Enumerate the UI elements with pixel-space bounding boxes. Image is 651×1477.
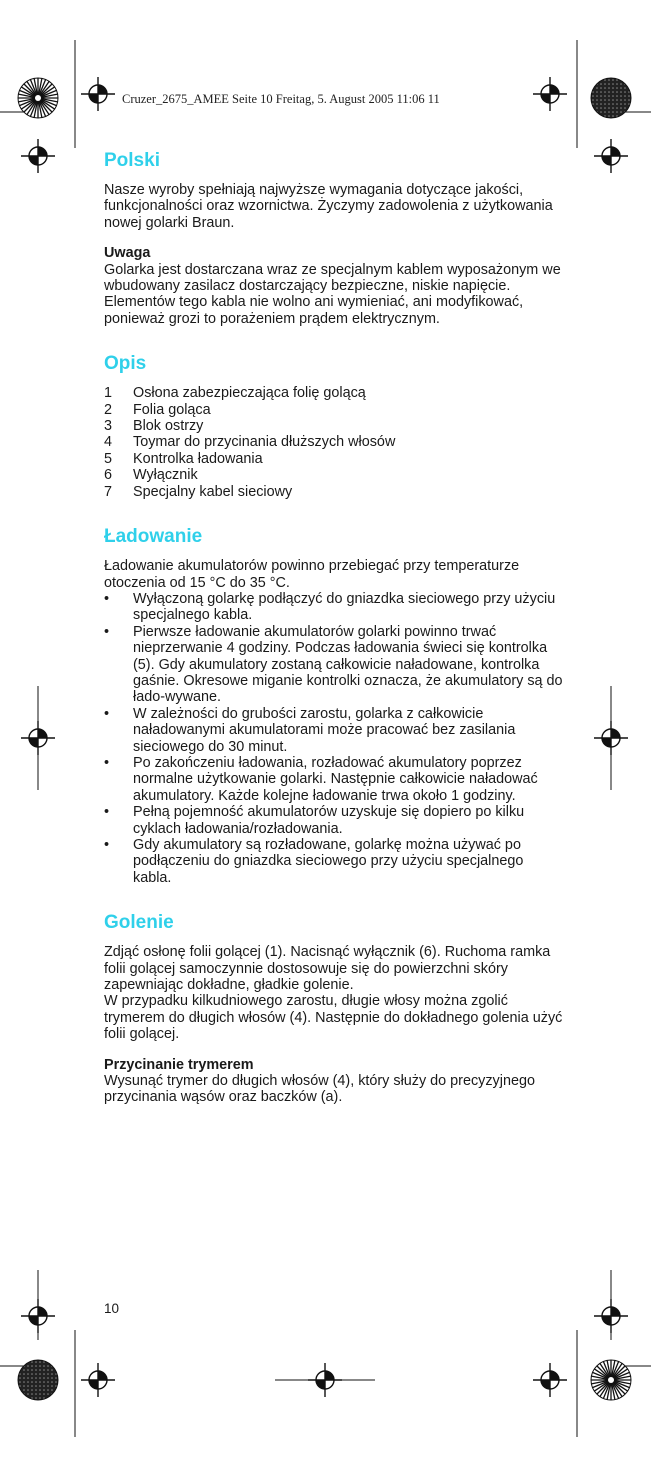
golenie-para-1: Zdjąć osłonę folii golącej (1). Nacisnąć wyłącznik (6). Ruchoma ramka folii golącej samoczynnie dostosowuje się do powierzchni skóry zapewniając dokładne, gładkie golenie. bbox=[104, 944, 551, 994]
list-item: 6 Wyłącznik bbox=[104, 467, 198, 484]
list-item: • Po zakończeniu ładowania, rozładować akumulatory poprzez normalne użytkowanie golarki. Następnie całkowicie naładować akumulatory. Każde kolejne ładowanie trwa około 1 godziny. bbox=[104, 754, 538, 804]
list-item: 7 Specjalny kabel sieciowy bbox=[104, 483, 293, 500]
list-item: • Pierwsze ładowanie akumulatorów golarki powinno trwać nieprzerwanie 4 godziny. Podczas ładowania świeci się kontrolka (5). Gdy akumulatory zostaną całkowicie naładowane, kontrolka gaśnie. Okresowe miganie kontrolki oznacza, że akumulatory są do łado-wywane. bbox=[104, 623, 563, 706]
trimmer-heading: Przycinanie trymerem bbox=[104, 1056, 254, 1073]
list-item: • W zależności do grubości zarostu, golarka z całkowicie naładowanymi akumulatorami może pracować bez zasilania sieciowego do 30 minut. bbox=[104, 705, 516, 755]
parts-list bbox=[104, 385, 564, 500]
note-text: Golarka jest dostarczana wraz ze specjalnym kablem wyposażonym we wbudowany zasilacz dostarczający bezpieczne, niskie napięcie. Elementów tego kabla nie wolno ani wymieniać, ani modyfikować, ponieważ grozi to porażeniem prądem elektrycznym. bbox=[104, 261, 561, 327]
list-item: 3 Blok ostrzy bbox=[104, 418, 204, 435]
list-item: 5 Kontrolka ładowania bbox=[104, 450, 263, 467]
section-title-ladowanie: Ładowanie bbox=[104, 526, 203, 548]
golenie-para-2: W przypadku kilkudniowego zarostu, długie włosy można zgolić trymerem do długich włosów (4). Następnie do dokładnego golenia użyć folii golącej. bbox=[104, 993, 563, 1043]
section-title-polski: Polski bbox=[104, 150, 160, 171]
note-heading: Uwaga bbox=[104, 245, 151, 262]
list-item: 1 Osłona zabezpieczająca folię golącą bbox=[104, 385, 366, 402]
trimmer-text: Wysunąć trymer do długich włosów (4), który służy do precyzyjnego przycinania wąsów oraz baczków (a). bbox=[104, 1073, 535, 1106]
polski-intro: Nasze wyroby spełniają najwyższe wymagania dotyczące jakości, funkcjonalności oraz wzornictwa. Życzymy zadowolenia z użytkowania nowej golarki Braun. bbox=[104, 182, 553, 231]
page-number: 10 bbox=[104, 1301, 120, 1316]
ladowanie-intro: Ładowanie akumulatorów powinno przebiegać przy temperaturze otoczenia od 15 °C do 35 °C. bbox=[104, 558, 520, 591]
list-item: 2 Folia goląca bbox=[104, 401, 211, 418]
section-title-opis: Opis bbox=[104, 353, 147, 375]
section-title-golenie: Golenie bbox=[104, 912, 174, 934]
list-item: • Gdy akumulatory są rozładowane, golarkę można używać po podłączeniu do gniazdka sieciowego przy użyciu specjalnego kabla. bbox=[104, 837, 524, 886]
list-item: • Pełną pojemność akumulatorów uzyskuje się dopiero po kilku cyklach ładowania/rozładowania. bbox=[104, 804, 525, 837]
print-slug-line: Cruzer_2675_AMEE Seite 10 Freitag, 5. August 2005 11:06 11 bbox=[122, 92, 440, 106]
list-item: • Wyłączoną golarkę podłączyć do gniazdka sieciowego przy użyciu specjalnego kabla. bbox=[104, 590, 556, 624]
manual-page-content bbox=[104, 150, 564, 1106]
charging-bullets bbox=[104, 591, 564, 886]
list-item: 4 Toymar do przycinania dłuższych włosów bbox=[104, 434, 396, 451]
